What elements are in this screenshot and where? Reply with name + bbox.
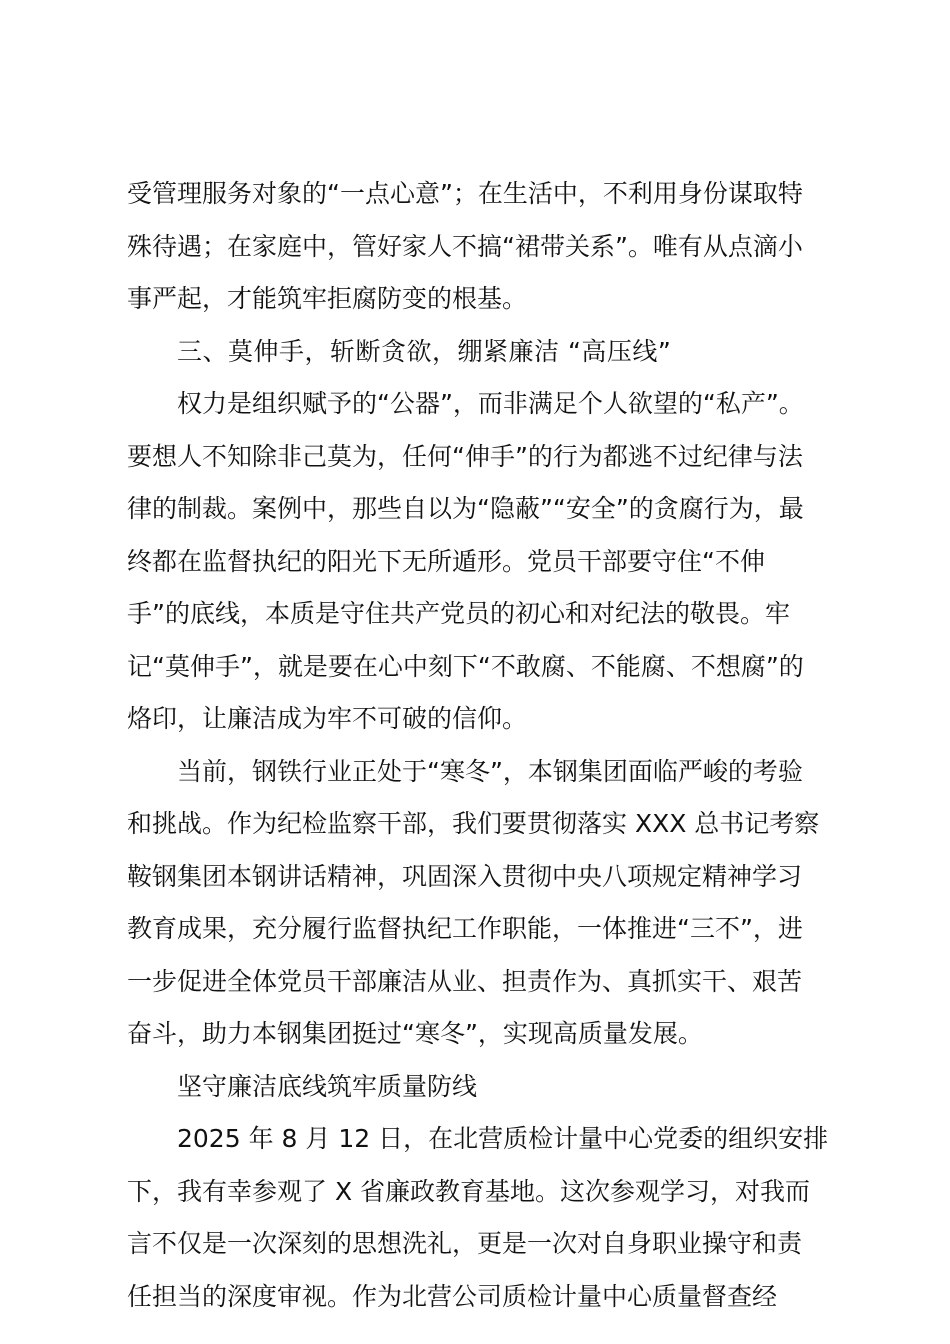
- body-line: 终都在监督执纪的阳光下无所遁形。党员干部要守住“不伸: [127, 546, 765, 576]
- body-line: 殊待遇；在家庭中，管好家人不搞“裙带关系”。唯有从点滴小: [127, 231, 803, 261]
- body-line: 教育成果，充分履行监督执纪工作职能，一体推进“三不”，进: [127, 914, 803, 943]
- body-line: 下，我有幸参观了 X 省廉政教育基地。这次参观学习，对我而: [127, 1176, 811, 1206]
- section-heading: 三、莫伸手，斩断贪欲，绷紧廉洁 “高压线”: [177, 336, 672, 366]
- body-line: 律的制裁。案例中，那些自以为“隐蔽”“安全”的贪腐行为，最: [127, 494, 804, 523]
- document-body: [127, 168, 827, 1323]
- body-line: 受管理服务对象的“一点心意”；在生活中，不利用身份谋取特: [127, 179, 803, 208]
- article-title: 坚守廉洁底线筑牢质量防线: [177, 1071, 478, 1101]
- body-line: 任担当的深度审视。作为北营公司质检计量中心质量督查经: [127, 1281, 778, 1311]
- body-line: 鞍钢集团本钢讲话精神，巩固深入贯彻中央八项规定精神学习: [127, 861, 803, 891]
- body-line: 奋斗，助力本钢集团挺过“寒冬”，实现高质量发展。: [127, 1019, 703, 1048]
- body-line: 记“莫伸手”，就是要在心中刻下“不敢腐、不能腐、不想腐”的: [127, 651, 804, 681]
- body-line: 要想人不知除非己莫为，任何“伸手”的行为都逃不过纪律与法: [127, 441, 803, 471]
- body-line: 和挑战。作为纪检监察干部，我们要贯彻落实 XXX 总书记考察: [127, 809, 820, 838]
- body-line: 2025 年 8 月 12 日，在北营质检计量中心党委的组织安排: [177, 1124, 829, 1153]
- body-line: 一步促进全体党员干部廉洁从业、担责作为、真抓实干、艰苦: [127, 966, 803, 996]
- body-line: 事严起，才能筑牢拒腐防变的根基。: [127, 284, 528, 313]
- body-line: 言不仅是一次深刻的思想洗礼，更是一次对自身职业操守和责: [127, 1229, 803, 1258]
- body-line: 当前，钢铁行业正处于“寒冬”，本钢集团面临严峻的考验: [177, 756, 803, 786]
- body-line: 权力是组织赋予的“公器”，而非满足个人欲望的“私产”。: [177, 389, 804, 418]
- body-line: 烙印，让廉洁成为牢不可破的信仰。: [127, 704, 528, 733]
- body-line: 手”的底线，本质是守住共产党员的初心和对纪法的敬畏。牢: [127, 599, 790, 628]
